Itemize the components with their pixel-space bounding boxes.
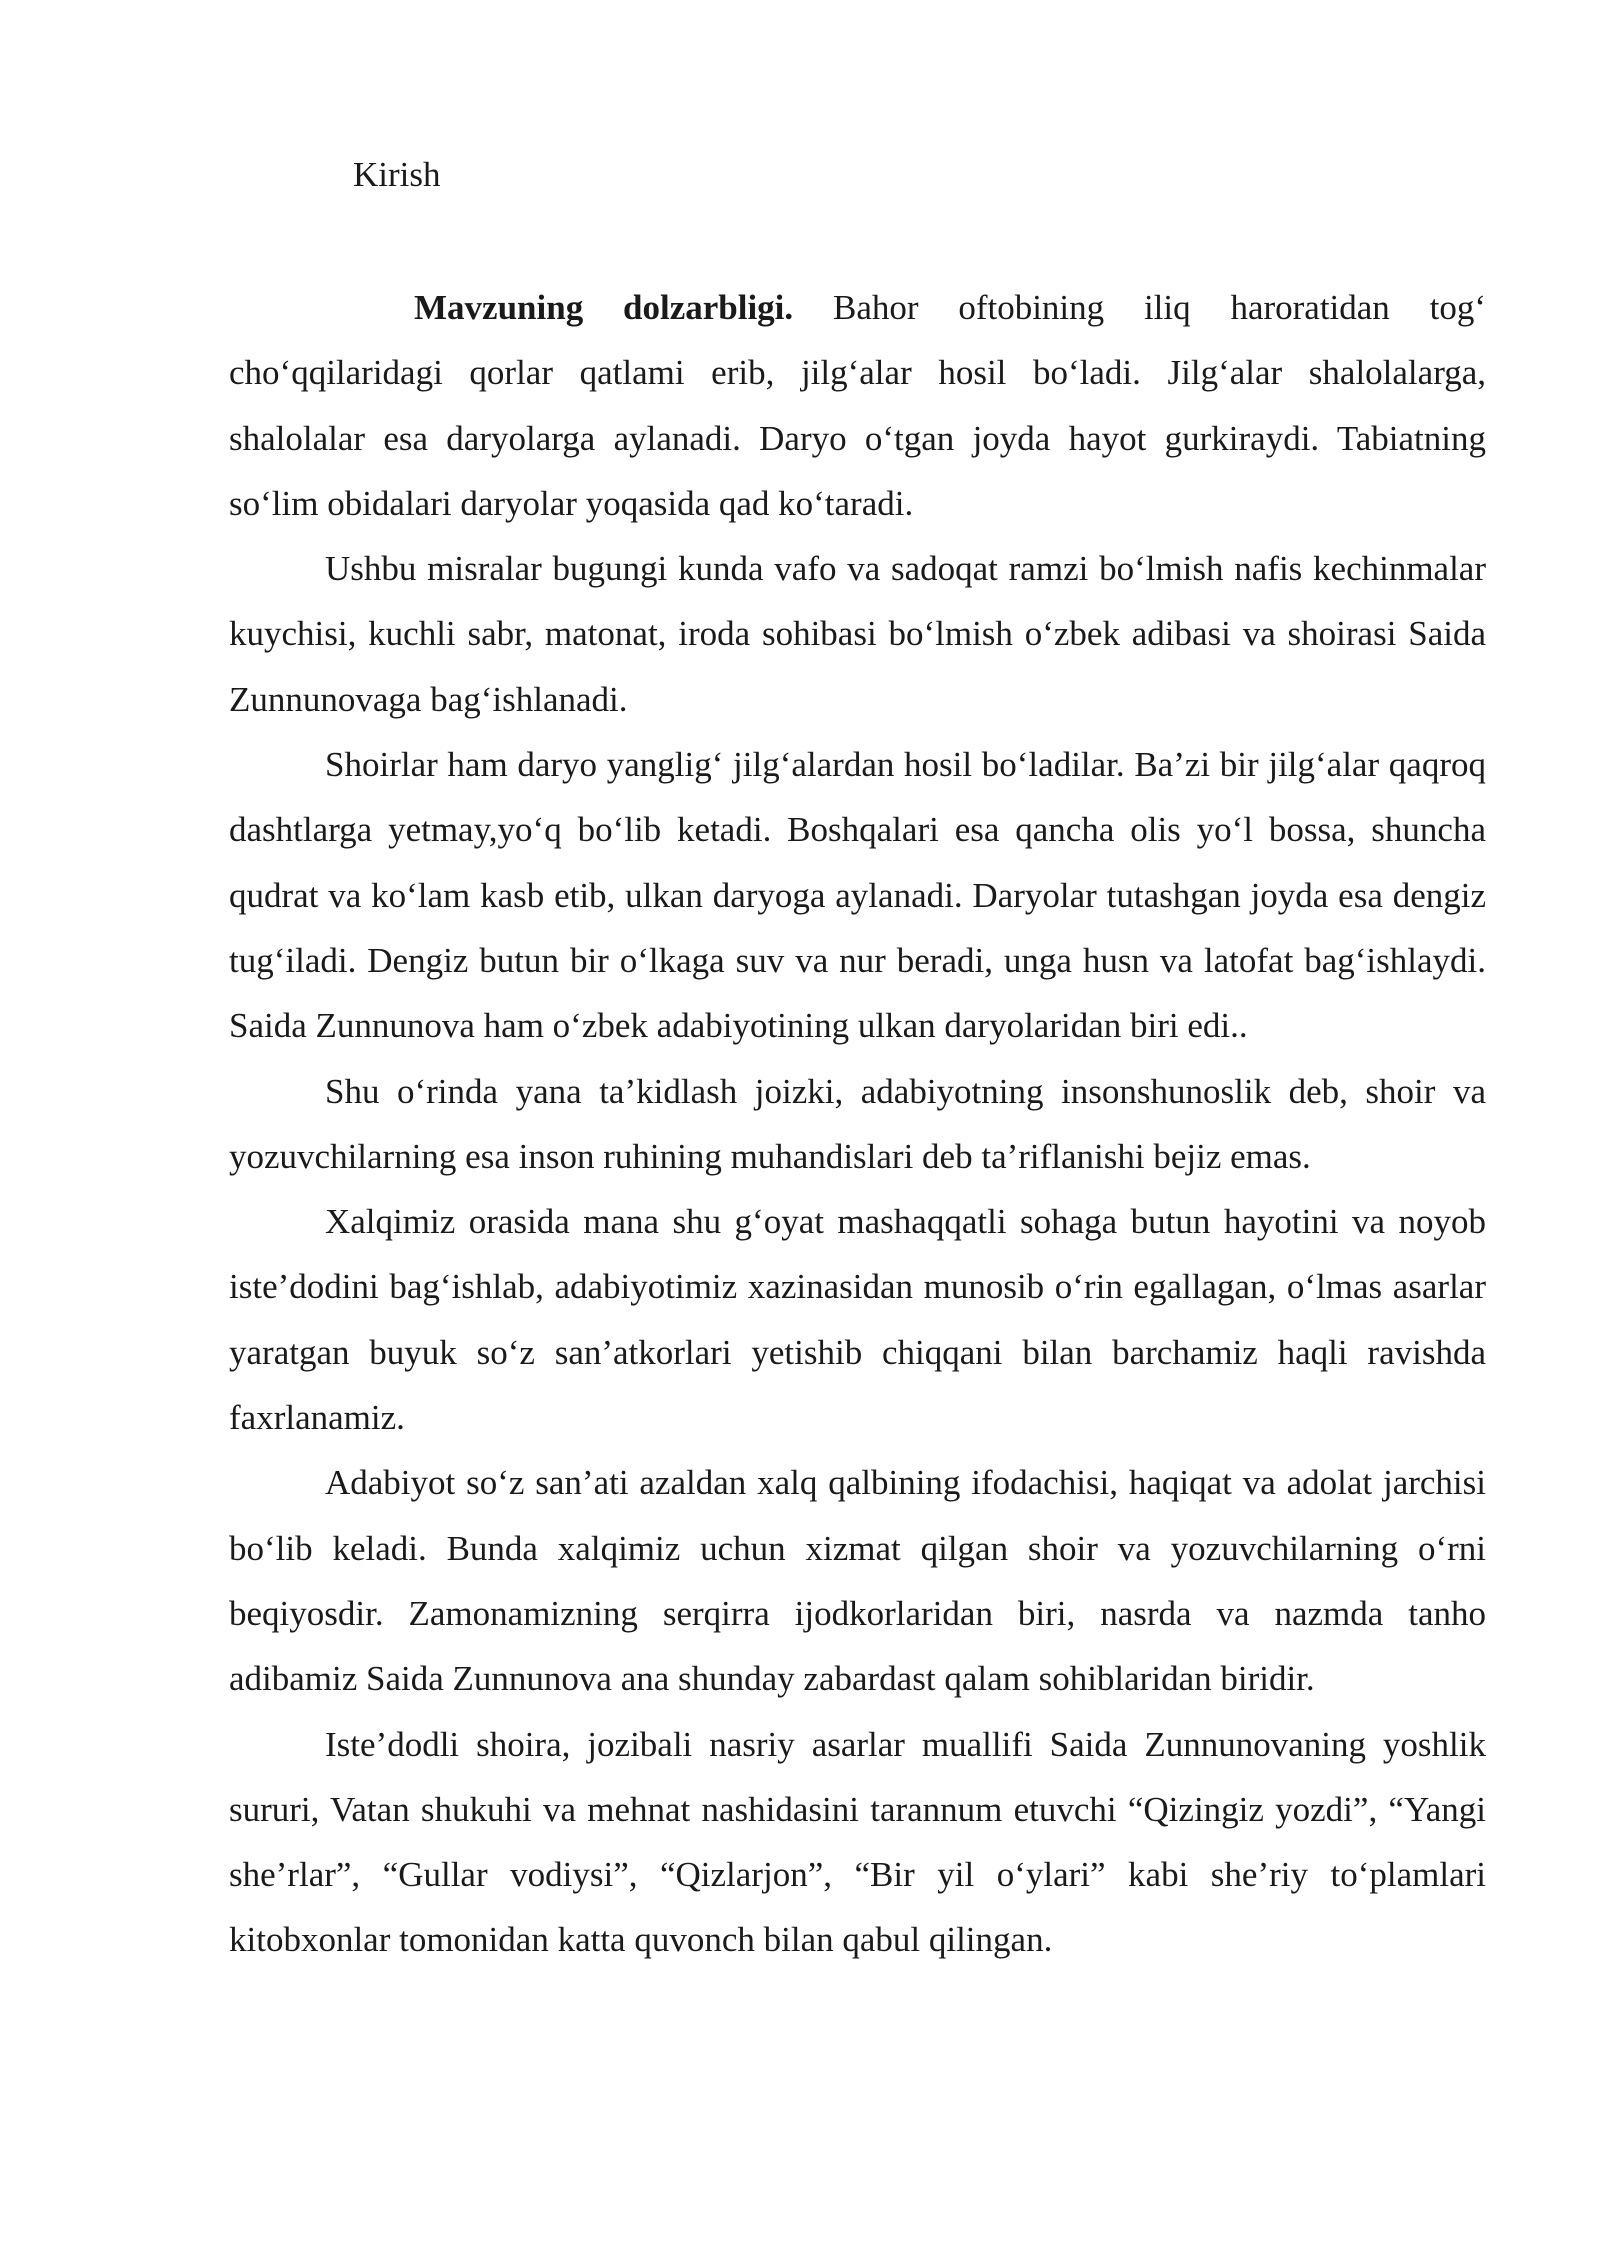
intro-bold-lead: Mavzuning dolzarbligi. <box>414 288 794 327</box>
intro-text: Bahor oftobining iliq haroratidan tog‘ cho‘qqilaridagi qorlar qatlami erib, jilg‘alar hosil bo‘ladi. Jilg‘alar shalolalarga, shalolalar esa daryolarga aylanadi. Daryo o‘tgan joyda hayot gurkiraydi. Tabiatning so‘lim obidalari daryolar yoqasida qad ko‘taradi. <box>229 288 1486 523</box>
page-title: Kirish <box>353 155 441 194</box>
document-body <box>229 275 1486 1973</box>
paragraph-1: Ushbu misralar bugungi kunda vafo va sadoqat ramzi bo‘lmish nafis kechinmalar kuychisi, kuchli sabr, matonat, iroda sohibasi bo‘lmish o‘zbek adibasi va shoirasi Saida Zunnunovaga bag‘ishlanadi. <box>229 549 1486 719</box>
paragraph-3: Shu o‘rinda yana ta’kidlash joizki, adabiyotning insonshunoslik deb, shoir va yozuvchilarning esa inson ruhining muhandislari deb ta’riflanishi bejiz emas. <box>229 1071 1486 1176</box>
intro-paragraph <box>229 275 1486 536</box>
paragraph-2: Shoirlar ham daryo yanglig‘ jilg‘alardan hosil bo‘ladilar. Ba’zi bir jilg‘alar qaqroq dashtlarga yetmay,yo‘q bo‘lib ketadi. Boshqalari esa qancha olis yo‘l bossa, shuncha qudrat va ko‘lam kasb etib, ulkan daryoga aylanadi. Daryolar tutashgan joyda esa dengiz tug‘iladi. Dengiz butun bir o‘lkaga suv va nur beradi, unga husn va latofat bag‘ishlaydi. Saida Zunnunova ham o‘zbek adabiyotining ulkan daryolaridan biri edi.. <box>229 745 1486 1046</box>
paragraph-6: Iste’dodli shoira, jozibali nasriy asarlar muallifi Saida Zunnunovaning yoshlik sururi, Vatan shukuhi va mehnat nashidasini tarannum etuvchi “Qizingiz yozdi”, “Yangi she’rlar”, “Gullar vodiysi”, “Qizlarjon”, “Bir yil o‘ylari” kabi she’riy to‘plamlari kitobxonlar tomonidan katta quvonch bilan qabul qilingan. <box>229 1724 1486 1960</box>
paragraph-5: Adabiyot so‘z san’ati azaldan xalq qalbining ifodachisi, haqiqat va adolat jarchisi bo‘lib keladi. Bunda xalqimiz uchun xizmat qilgan shoir va yozuvchilarning o‘rni beqiyosdir. Zamonamizning serqirra ijodkorlaridan biri, nasrda va nazmda tanho adibamiz Saida Zunnunova ana shunday zabardast qalam sohiblaridan biridir. <box>229 1463 1486 1699</box>
paragraph-4: Xalqimiz orasida mana shu g‘oyat mashaqqatli sohaga butun hayotini va noyob iste’dodini bag‘ishlab, adabiyotimiz xazinasidan munosib o‘rin egallagan, o‘lmas asarlar yaratgan buyuk so‘z san’atkorlari yetishib chiqqani bilan barchamiz haqli ravishda faxrlanamiz. <box>229 1202 1486 1438</box>
